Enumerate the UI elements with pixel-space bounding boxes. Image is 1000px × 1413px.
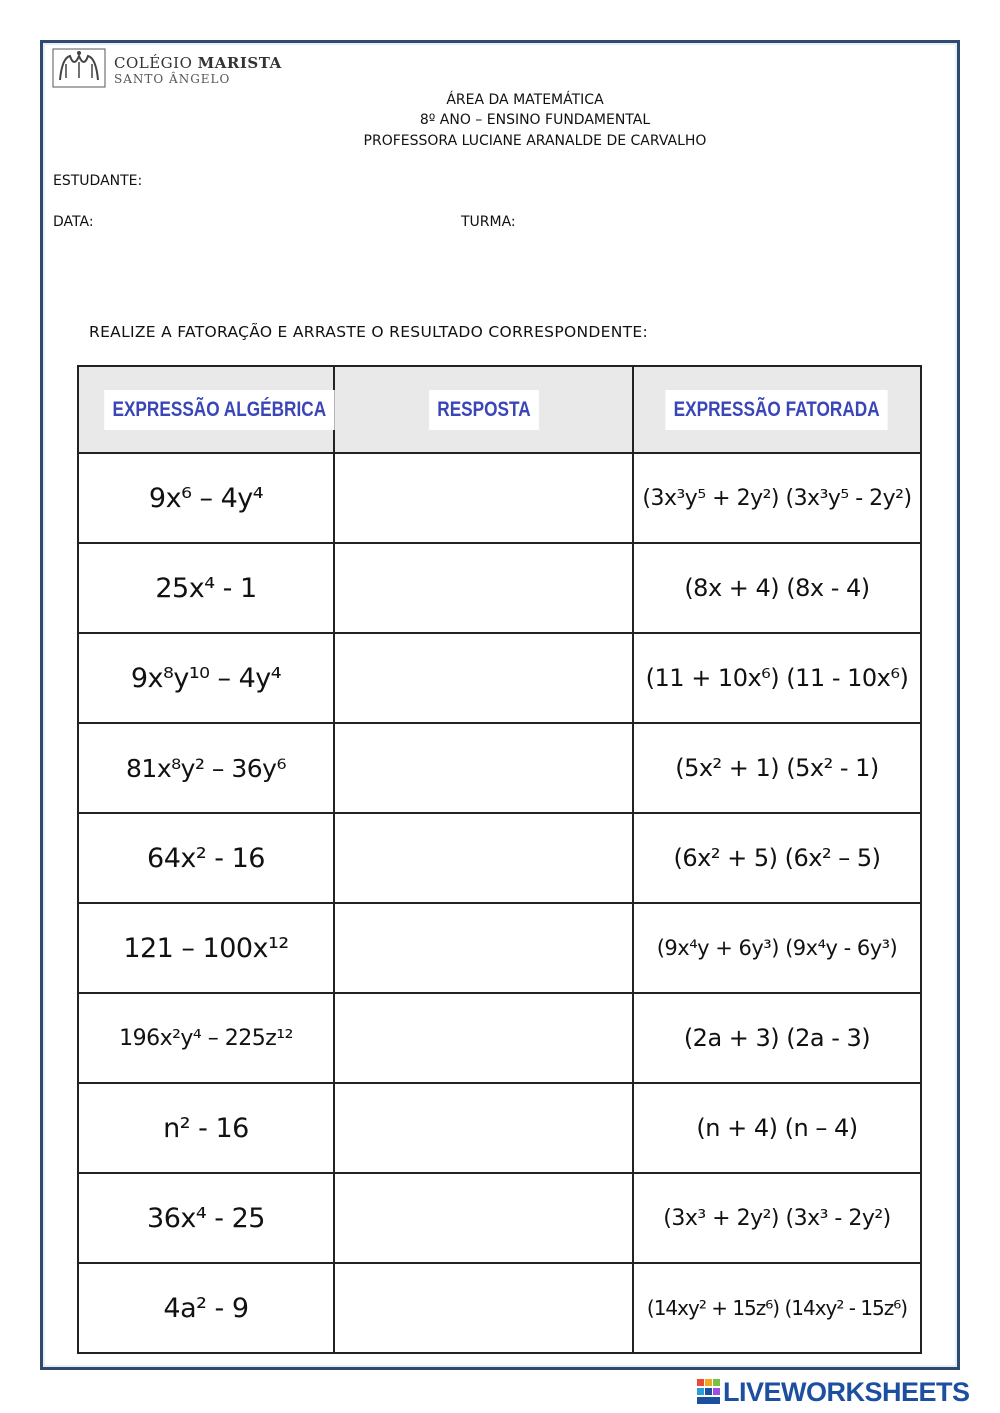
- factored-option[interactable]: (3x³ + 2y²) (3x³ - 2y²): [633, 1173, 921, 1263]
- marist-emblem-icon: [52, 48, 106, 88]
- header-teacher: PROFESSORA LUCIANE ARANALDE DE CARVALHO: [363, 133, 707, 149]
- expression-cell: 196x²y⁴ – 225z¹²: [78, 993, 334, 1083]
- date-label: DATA:: [53, 214, 94, 230]
- factored-option[interactable]: (11 + 10x⁶) (11 - 10x⁶): [633, 633, 921, 723]
- answer-drop-zone[interactable]: [334, 633, 633, 723]
- table-row: [78, 1263, 921, 1353]
- answer-drop-zone[interactable]: [334, 723, 633, 813]
- expression-cell: 9x⁸y¹⁰ – 4y⁴: [78, 633, 334, 723]
- expression-cell: 4a² - 9: [78, 1263, 334, 1353]
- table-header-row: [78, 366, 921, 453]
- header-expression: EXPRESSÃO ALGÉBRICA: [78, 366, 334, 453]
- instruction-text: REALIZE A FATORAÇÃO E ARRASTE O RESULTADO CORRESPONDENTE:: [89, 323, 648, 341]
- table-row: [78, 813, 921, 903]
- expression-cell: 9x⁶ – 4y⁴: [78, 453, 334, 543]
- answer-drop-zone[interactable]: [334, 1083, 633, 1173]
- expression-cell: 36x⁴ - 25: [78, 1173, 334, 1263]
- liveworksheets-brand: [697, 1375, 997, 1409]
- student-label: ESTUDANTE:: [53, 173, 143, 189]
- factored-option[interactable]: (9x⁴y + 6y³) (9x⁴y - 6y³): [633, 903, 921, 993]
- table-row: [78, 1173, 921, 1263]
- factoring-table: [77, 365, 922, 1354]
- table-row: [78, 1083, 921, 1173]
- factored-option[interactable]: (8x + 4) (8x - 4): [633, 543, 921, 633]
- expression-cell: 64x² - 16: [78, 813, 334, 903]
- expression-cell: 121 – 100x¹²: [78, 903, 334, 993]
- answer-drop-zone[interactable]: [334, 813, 633, 903]
- brand-text: LIVEWORKSHEETS: [723, 1377, 970, 1407]
- answer-drop-zone[interactable]: [334, 453, 633, 543]
- factored-option[interactable]: (2a + 3) (2a - 3): [633, 993, 921, 1083]
- table-row: [78, 993, 921, 1083]
- answer-drop-zone[interactable]: [334, 993, 633, 1083]
- school-logo: [52, 48, 352, 92]
- table-row: [78, 903, 921, 993]
- factored-option[interactable]: (5x² + 1) (5x² - 1): [633, 723, 921, 813]
- school-subname: SANTO ÂNGELO: [114, 72, 231, 86]
- liveworksheets-logo-icon: [697, 1379, 721, 1405]
- answer-drop-zone[interactable]: [334, 903, 633, 993]
- table-row: [78, 453, 921, 543]
- header-factored: EXPRESSÃO FATORADA: [633, 366, 921, 453]
- header-grade: 8º ANO – ENSINO FUNDAMENTAL: [419, 112, 651, 128]
- expression-cell: 25x⁴ - 1: [78, 543, 334, 633]
- expression-cell: n² - 16: [78, 1083, 334, 1173]
- factored-option[interactable]: (n + 4) (n – 4): [633, 1083, 921, 1173]
- answer-drop-zone[interactable]: [334, 543, 633, 633]
- expression-cell: 81x⁸y² – 36y⁶: [78, 723, 334, 813]
- class-label: TURMA:: [461, 214, 516, 230]
- header-answer: RESPOSTA: [334, 366, 633, 453]
- school-name: COLÉGIO MARISTA: [114, 54, 282, 72]
- factored-option[interactable]: (6x² + 5) (6x² – 5): [633, 813, 921, 903]
- table-row: [78, 543, 921, 633]
- table-row: [78, 723, 921, 813]
- table-row: [78, 633, 921, 723]
- answer-drop-zone[interactable]: [334, 1263, 633, 1353]
- header-area: ÁREA DA MATEMÁTICA: [446, 92, 604, 108]
- factored-option[interactable]: (14xy² + 15z⁶) (14xy² - 15z⁶): [633, 1263, 921, 1353]
- answer-drop-zone[interactable]: [334, 1173, 633, 1263]
- factored-option[interactable]: (3x³y⁵ + 2y²) (3x³y⁵ - 2y²): [633, 453, 921, 543]
